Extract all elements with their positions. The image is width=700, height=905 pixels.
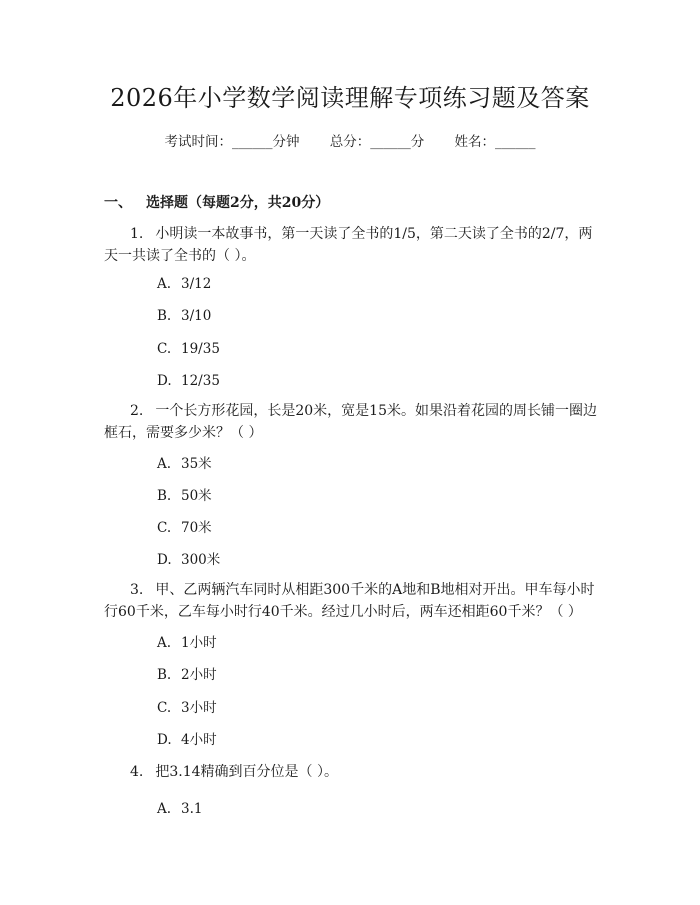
section-label: 选择题（每题2分，共20分）	[146, 195, 330, 211]
option-text: 3/12	[181, 276, 212, 292]
question-4	[104, 761, 604, 783]
total-score: 总分：______分	[329, 134, 425, 150]
option-q1-c	[157, 339, 220, 359]
option-q4-a	[157, 799, 202, 819]
option-q3-b	[157, 665, 217, 685]
option-text: 3/10	[181, 308, 212, 324]
option-text: 35米	[181, 456, 212, 472]
option-q2-b	[157, 486, 212, 506]
question-3	[104, 579, 604, 623]
option-label: A.	[157, 801, 172, 817]
option-label: A.	[157, 456, 172, 472]
option-label: A.	[157, 635, 172, 651]
question-number: 3.	[130, 582, 144, 598]
exam-info	[0, 132, 700, 152]
option-label: B.	[157, 488, 172, 504]
exam-time: 考试时间：______分钟	[164, 134, 300, 150]
option-text: 3小时	[181, 700, 217, 716]
question-number: 4.	[130, 764, 144, 780]
question-1	[104, 223, 604, 267]
option-label: B.	[157, 308, 172, 324]
option-text: 3.1	[181, 801, 203, 817]
section-number: 一、	[104, 195, 132, 211]
option-text: 50米	[181, 488, 212, 504]
option-label: C.	[157, 341, 172, 357]
option-label: D.	[157, 552, 172, 568]
option-text: 70米	[181, 520, 212, 536]
option-text: 300米	[181, 552, 221, 568]
option-q1-d	[157, 371, 220, 391]
option-q2-a	[157, 454, 212, 474]
question-text: 把3.14精确到百分位是（ ）。	[155, 764, 338, 780]
option-label: D.	[157, 732, 172, 748]
option-text: 1小时	[181, 635, 217, 651]
question-text: 一个长方形花园，长是20米，宽是15米。如果沿着花园的周长铺一圈边框石，需要多少米？（ ）	[104, 403, 597, 441]
option-q3-d	[157, 730, 217, 750]
option-text: 4小时	[181, 732, 217, 748]
question-2	[104, 400, 604, 444]
option-label: B.	[157, 667, 172, 683]
option-q2-c	[157, 518, 212, 538]
option-label: D.	[157, 373, 172, 389]
section-heading	[104, 193, 329, 213]
option-text: 2小时	[181, 667, 217, 683]
question-text: 甲、乙两辆汽车同时从相距300千米的A地和B地相对开出。甲车每小时行60千米，乙车每小时行40千米。经过几小时后，两车还相距60千米？（ ）	[104, 582, 595, 620]
question-number: 1.	[130, 226, 144, 242]
option-q1-b	[157, 306, 211, 326]
student-name: 姓名：______	[454, 134, 536, 150]
question-text: 小明读一本故事书，第一天读了全书的1/5，第二天读了全书的2/7，两天一共读了全书的（ ）。	[104, 226, 593, 264]
option-label: C.	[157, 520, 172, 536]
option-text: 19/35	[181, 341, 220, 357]
option-q2-d	[157, 550, 220, 570]
option-q1-a	[157, 274, 211, 294]
option-label: C.	[157, 700, 172, 716]
option-text: 12/35	[181, 373, 220, 389]
option-q3-c	[157, 698, 217, 718]
option-q3-a	[157, 633, 217, 653]
option-label: A.	[157, 276, 172, 292]
page-title: 2026年小学数学阅读理解专项练习题及答案	[110, 84, 590, 112]
question-number: 2.	[130, 403, 144, 419]
